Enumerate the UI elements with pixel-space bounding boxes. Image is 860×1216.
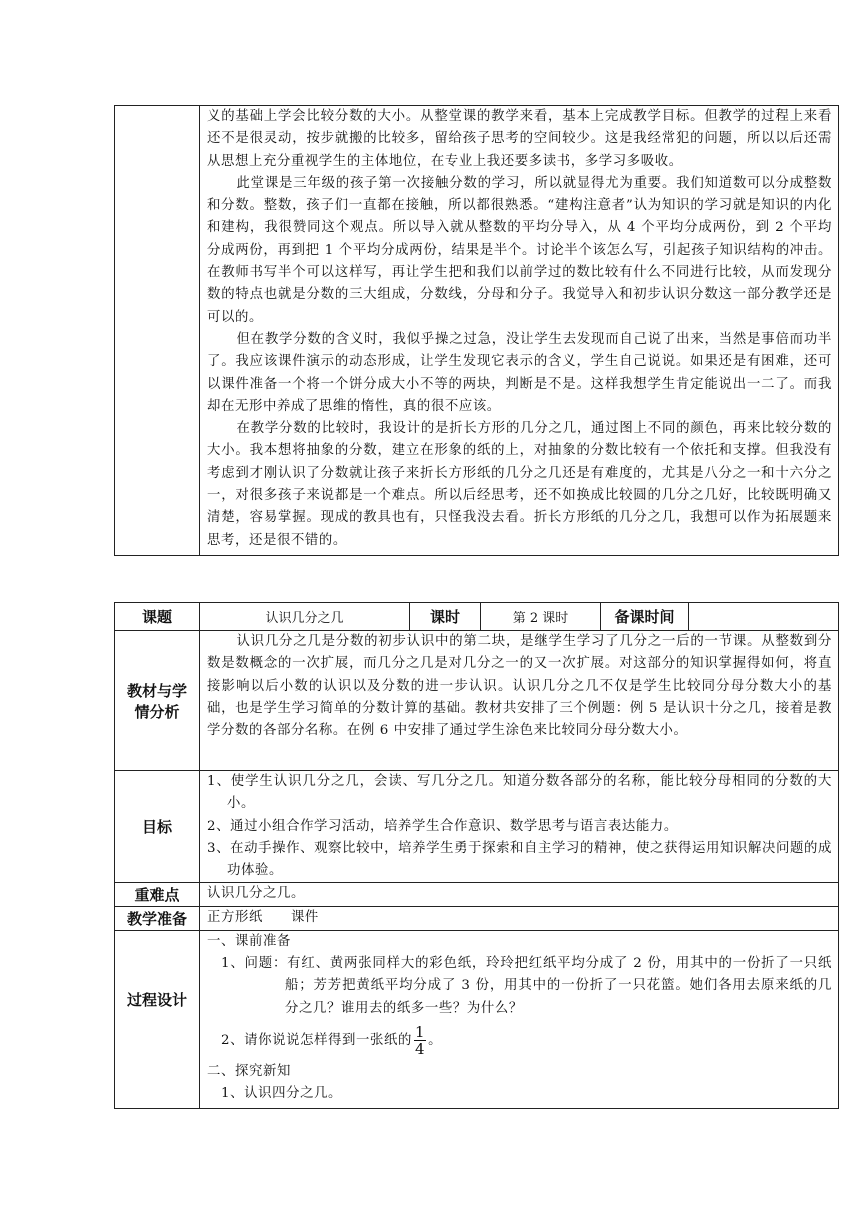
process-cell bbox=[200, 930, 839, 1108]
process-label: 过程设计 bbox=[115, 930, 200, 1108]
process-question-2-text: 2、请你说说怎样得到一张纸的 bbox=[221, 1032, 412, 1048]
reflection-paragraph-2: 此堂课是三年级的孩子第一次接触分数的学习，所以就显得尤为重要。我们知道数可以分成整数和分数。整数，孩子们一直都在接触，所以都很熟悉。“建构注意者”认为知识的学习就是知识的内化和建构，我很赞同这个观点。所以导入就从整数的平均分导入，从 4 个平均分成两份，到 2 个平均分成两份，再到把 1 个平均分成两份，结果是半个。讨论半个该怎么写，引起孩子知识结构的冲击。在教师书写半个可以这样写，再让学生把和我们以前学过的数比较有什么不同进行比较，从而发现分数的特点也就是分数的三大组成，分数线，分母和分子。我觉导入和初步认识分数这一部分教学还是可以的。 bbox=[207, 175, 832, 325]
reflection-paragraph-3: 但在教学分数的含义时，我似乎操之过急，没让学生去发现而自己说了出来，当然是事倍而功半了。我应该课件演示的动态形成，让学生发现它表示的含义，学生自己说说。如果还是有困难，还可以课件准备一个将一个饼分成大小不等的两块，判断是不是。这样我想学生肯定能说出一二了。而我却在无形中养成了思维的惰性，真的很不应该。 bbox=[207, 331, 832, 414]
process-question-2-end: 。 bbox=[428, 1032, 443, 1048]
period-label: 课时 bbox=[410, 603, 481, 631]
goal-item-1: 1、使学生认识几分之几，会读、写几分之几。知道分数各部分的名称，能比较分母相同的分数的大小。 bbox=[207, 774, 832, 812]
key-points-row bbox=[115, 883, 839, 906]
key-points-value: 认识几分之几。 bbox=[207, 886, 305, 902]
reflection-paragraph-4: 在教学分数的比较时，我设计的是折长方形的几分之几，通过图上不同的颜色，再来比较分数的大小。我本想将抽象的分数，建立在形象的纸的上，对抽象的分数比较有一个依托和支撑。但我没有考虑到才刚认识了分数就让孩子来折长方形纸的几分之几还是有难度的，尤其是八分之一和十六分之一，对很多孩子来说都是一个难点。所以后经思考，还不如换成比较圆的几分之几好，比较既明确又清楚，容易掌握。现成的教具也有，只怪我没去看。折长方形纸的几分之几，我想可以作为拓展题来思考，还是很不错的。 bbox=[207, 421, 832, 548]
topic-label: 课题 bbox=[115, 603, 200, 631]
reflection-paragraph-1: 义的基础上学会比较分数的大小。从整堂课的教学来看，基本上完成教学目标。但教学的过程上来看还不是很灵动，按步就搬的比较多，留给孩子思考的空间较少。这是我经常犯的问题，所以以后还需从思想上充分重视学生的主体地位，在专业上我还要多读书，多学习多吸收。 bbox=[207, 109, 832, 169]
materials-cell bbox=[200, 906, 839, 930]
materials-label: 教学准备 bbox=[115, 906, 200, 930]
process-item-1: 1、认识四分之几。 bbox=[221, 1086, 343, 1102]
period-value: 第 2 课时 bbox=[481, 603, 601, 631]
process-section-1: 一、课前准备 bbox=[207, 933, 291, 949]
analysis-label bbox=[115, 631, 200, 771]
topic-row bbox=[115, 603, 839, 631]
materials-row bbox=[115, 906, 839, 930]
process-question-1: 1、问题：有红、黄两张同样大的彩色纸，玲玲把红纸平均分成了 2 份，用其中的一份折了一只纸船；芳芳把黄纸平均分成了 3 份，用其中的一份折了一只花篮。她们各用去原来纸的几分之几？谁用去的纸多一些？为什么？ bbox=[221, 956, 832, 1016]
process-row bbox=[115, 930, 839, 1108]
lesson-plan-table bbox=[114, 602, 839, 1109]
topic-value: 认识几分之几 bbox=[200, 603, 410, 631]
process-question-2 bbox=[207, 1024, 832, 1057]
analysis-row bbox=[115, 631, 839, 771]
fraction-numerator: 1 bbox=[415, 1022, 426, 1041]
key-points-cell bbox=[200, 883, 839, 906]
prep-time-value bbox=[689, 603, 839, 631]
goals-label: 目标 bbox=[115, 771, 200, 883]
key-points-label: 重难点 bbox=[115, 883, 200, 906]
goal-item-2: 2、通过小组合作学习活动，培养学生合作意识、数学思考与语言表达能力。 bbox=[207, 818, 678, 834]
reflection-label-cell bbox=[115, 106, 200, 556]
fraction-denominator: 4 bbox=[415, 1039, 426, 1058]
reflection-text-cell bbox=[200, 106, 839, 556]
goals-row bbox=[115, 771, 839, 883]
analysis-text: 认识几分之几是分数的初步认识中的第二块，是继学生学习了几分之一后的一节课。从整数到分数是数概念的一次扩展，而几分之几是对几分之一的又一次扩展。对这部分的知识掌握得如何，将直接影响以后小数的认识以及分数的进一步认识。认识几分之几不仅是学生比较同分母分数大小的基础，也是学生学习简单的分数计算的基础。教材共安排了三个例题：例 5 是认识十分之几，接着是教学分数的各部分名称。在例 6 中安排了通过学生涂色来比较同分母分数大小。 bbox=[207, 634, 832, 739]
analysis-label-line-1: 教材与学 bbox=[126, 681, 187, 700]
analysis-text-cell bbox=[200, 631, 839, 771]
analysis-label-line-2: 情分析 bbox=[134, 702, 180, 721]
reflection-table bbox=[114, 105, 839, 556]
fraction-one-quarter bbox=[414, 1024, 426, 1057]
prep-time-label: 备课时间 bbox=[601, 603, 689, 631]
materials-value: 正方形纸 课件 bbox=[207, 910, 319, 926]
goals-cell bbox=[200, 771, 839, 883]
goal-item-3: 3、在动手操作、观察比较中，培养学生勇于探索和自主学习的精神，使之获得运用知识解决问题的成功体验。 bbox=[207, 840, 832, 879]
process-section-2: 二、探究新知 bbox=[207, 1063, 291, 1079]
